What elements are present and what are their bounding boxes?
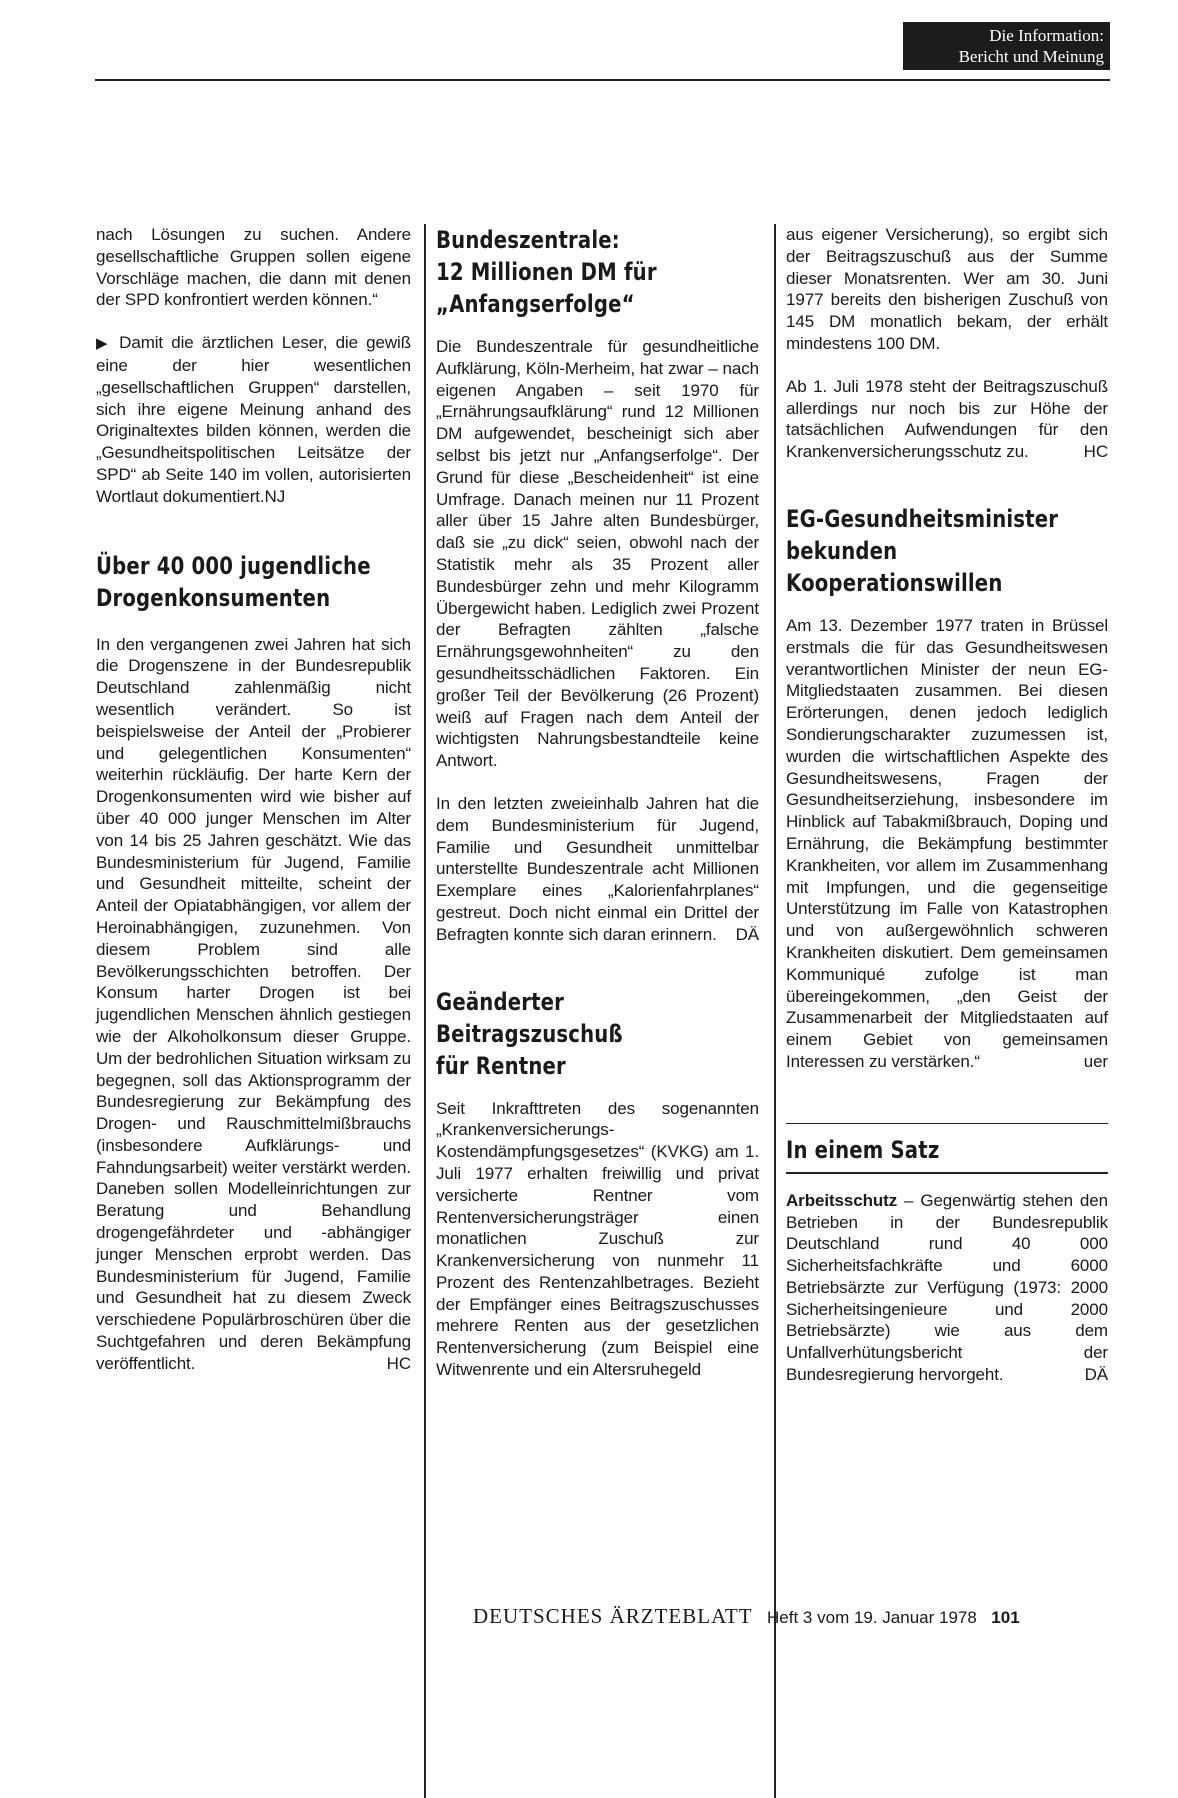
- article-bzga-signature: DÄ: [735, 924, 759, 944]
- issue-info: Heft 3 vom 19. Januar 1978: [767, 1608, 977, 1627]
- column-3: [786, 224, 1108, 1386]
- in-brief-body: [786, 1190, 1108, 1386]
- article-drugs-signature: HC: [386, 1353, 411, 1373]
- article-drugs-headline: [96, 550, 411, 614]
- column-divider-right: [774, 224, 776, 1798]
- article-drugs-headline-line1: Über 40 000 jugendliche: [96, 551, 371, 580]
- article-bzga-headline-line3: „Anfangserfolge“: [436, 290, 635, 318]
- column-divider-left: [424, 224, 426, 1798]
- in-brief-top-rule: [786, 1123, 1108, 1125]
- article-pension-body: Seit Inkrafttreten des sogenannten „Krankenversicherungs-Kostendämpfungsgesetzes“ (KVKG) am 1. Juli 1977 erhalten freiwillig und privat versicherte Rentner vom Rentenversicherungsträger einen monatlichen Zuschuß zur Krankenversicherung von nunmehr 11 Prozent des Rentenzahlbetrages. Bezieht der Empfänger eines Beitragszuschusses mehrere Renten aus der gesetzlichen Rentenversicherung (zum Beispiel eine Witwenrente und ein Altersruhegeld: [436, 1098, 759, 1380]
- article-drugs-headline-line2: Drogenkonsumenten: [96, 583, 331, 612]
- section-tag: [903, 22, 1110, 70]
- in-brief-headline: In einem Satz: [786, 1136, 940, 1165]
- intro-paragraph: nach Lösungen zu suchen. Andere gesellschaftliche Gruppen sollen eigene Vorschläge machen, die dann mit denen der SPD konfrontiert werden können.“: [96, 225, 411, 310]
- column-1: [96, 224, 411, 1375]
- editor-note-signature: NJ: [264, 486, 286, 506]
- article-eu-body: [786, 615, 1108, 1073]
- journal-name: DEUTSCHES ÄRZTEBLATT: [473, 1604, 753, 1628]
- section-tag-line2: Bericht und Meinung: [958, 47, 1104, 66]
- article-bzga-body-1: Die Bundeszentrale für gesundheitliche Aufklärung, Köln-Merheim, hat zwar – nach eigenen Angaben – seit 1970 für „Ernährungsaufklärung“ rund 12 Millionen DM aufgewendet, bescheinigt sich aber selbst bis jetzt nur „Anfangserfolge“. Der Grund für diese „Bescheidenheit“ ist eine Umfrage. Danach meinen nur 11 Prozent aller über 15 Jahre alten Bundesbürger, daß sie „zu dick“ seien, obwohl nach der Statistik mehr als 35 Prozent aller Bundesbürger zehn und mehr Kilogramm Übergewicht haben. Lediglich zwei Prozent der Befragten zählten „falsche Ernährungsgewohnheiten“ zu den gesundheitsschädlichen Faktoren. Ein großer Teil der Bevölkerung (26 Prozent) weiß auf Fragen nach dem Anteil der wichtigsten Nahrungsbestandteile keine Antwort.: [436, 337, 759, 771]
- article-eu-headline-line3: Kooperationswillen: [786, 568, 1003, 597]
- article-pension-headline: [436, 986, 759, 1082]
- column-2: [436, 224, 759, 1381]
- article-eu-headline-line2: bekunden: [786, 536, 898, 565]
- article-eu-headline-line1: EG-Gesundheitsminister: [786, 504, 1059, 533]
- page-footer: [473, 1604, 1113, 1629]
- article-bzga-headline: [436, 224, 759, 320]
- in-brief-box: [786, 1123, 1108, 1386]
- article-eu-signature: uer: [1083, 1051, 1108, 1071]
- article-bzga-headline-line2: 12 Millionen DM für: [436, 258, 657, 286]
- article-drugs-text: In den vergangenen zwei Jahren hat sich die Drogenszene in der Bundesrepublik Deutschland zahlenmäßig nicht wesentlich verändert. So ist beispielsweise der Anteil der „Probierer und gelegentlichen Konsumenten“ weiterhin rückläufig. Der harte Kern der Drogenkonsumenten wird wie bisher auf über 40 000 junger Menschen im Alter von 14 bis 25 Jahren geschätzt. Wie das Bundesministerium für Jugend, Familie und Gesundheit mitteilte, scheint der Anteil der Opiatabhängigen, vor allem der Heroinabhängigen, zuzunehmen. Von diesem Problem sind alle Bevölkerungsschichten betroffen. Der Konsum harter Drogen ist bei jugendlichen Menschen ähnlich gestiegen wie der Alkoholkonsum dieser Gruppe. Um der bedrohlichen Situation wirksam zu begegnen, soll das Aktionsprogramm der Bundesregierung zur Bekämpfung des Drogen- und Rauschmittelmißbrauchs (insbesondere Aufklärungs- und Fahndungsarbeit) weiter verstärkt werden. Daneben sollen Modelleinrichtungen zur Beratung und Behandlung drogengefährdeter und -abhängiger junger Menschen erprobt werden. Das Bundesministerium für Jugend, Familie und Gesundheit hat zu diesem Zweck verschiedene Populärbroschüren über die Suchtgefahren und deren Bekämpfung veröffentlicht.: [96, 634, 411, 1373]
- article-eu-headline: [786, 503, 1108, 599]
- section-tag-line1: Die Information:: [989, 26, 1104, 45]
- article-eu-text: Am 13. Dezember 1977 traten in Brüssel erstmals die für das Gesundheitswesen verantwortlichen Minister der neun EG-Mitgliedstaaten zusammen. Bei diesen Erörterungen, denen jedoch lediglich Sondierungscharakter zuzumessen ist, wurden die wirtschaftlichen Aspekte des Gesundheitswesens, Fragen der Gesundheitserziehung, insbesondere im Hinblick auf Tabakmißbrauch, Doping und Ernährung, die Bekämpfung bestimmter Krankheiten, vor allem im Zusammenhang mit Impfungen, und die gegenseitige Unterstützung im Falle von Katastrophen und von außergewöhnlich schweren Krankheiten diskutiert. Dem gemeinsamen Kommuniqué zufolge ist man übereingekommen, „den Geist der Zusammenarbeit der Mitgliedstaaten auf einem Gebiet von gemeinsamen Interessen zu verstärken.“: [786, 615, 1108, 1071]
- in-brief-lead: Arbeitsschutz: [786, 1190, 898, 1210]
- article-pension-continued-2: [786, 376, 1108, 463]
- editor-note: [96, 332, 411, 507]
- header-rule: [95, 79, 1110, 81]
- article-pension-headline-line3: für Rentner: [436, 1051, 566, 1080]
- article-pension-headline-line1: Geänderter: [436, 987, 565, 1016]
- triangle-arrow-icon: ▶: [96, 335, 111, 353]
- in-brief-bottom-rule: [786, 1172, 1108, 1174]
- article-pension-headline-line2: Beitragszuschuß: [436, 1019, 623, 1048]
- article-pension-continued-text-2: Ab 1. Juli 1978 steht der Beitragszuschuß allerdings nur noch bis zur Höhe der tatsächlichen Aufwendungen für den Krankenversicherungsschutz zu.: [786, 376, 1108, 462]
- page-number: 101: [991, 1608, 1020, 1627]
- article-bzga-body-2: [436, 793, 759, 946]
- editor-note-text: Damit die ärztlichen Leser, die gewiß eine der hier wesentlichen „gesellschaftlichen Gruppen“ darstellen, sich ihre eigene Meinung anhand des Originaltextes bilden können, werden die „Gesundheitspolitischen Leitsätze der SPD“ ab Seite 140 im vollen, autorisierten Wortlaut dokumentiert.: [96, 333, 411, 506]
- article-bzga-text-2: In den letzten zweieinhalb Jahren hat die dem Bundesministerium für Jugend, Familie und Gesundheit unmittelbar unterstellte Bundeszentrale acht Millionen Exemplare eines „Kalorienfahrplanes“ gestreut. Doch nicht einmal ein Drittel der Befragten konnte sich daran erinnern.: [436, 793, 759, 944]
- article-bzga-headline-line1: Bundeszentrale:: [436, 226, 620, 254]
- article-drugs-body: [96, 634, 411, 1375]
- article-pension-signature: HC: [1083, 442, 1108, 462]
- in-brief-text: – Gegenwärtig stehen den Betrieben in der Bundesrepublik Deutschland rund 40 000 Sicherheitsfachkräfte und 6000 Betriebsärzte zur Verfügung (1973: 2000 Sicherheitsingenieure und 2000 Betriebsärzte) wie aus dem Unfallverhütungsbericht der Bundesregierung hervorgeht.: [786, 1190, 1108, 1385]
- article-pension-continued-1: aus eigener Versicherung), so ergibt sich der Beitragszuschuß aus der Summe dieser Monatsrenten. Wer am 30. Juni 1977 bereits den bisherigen Zuschuß von 145 DM monatlich bekam, der erhält mindestens 100 DM.: [786, 225, 1108, 353]
- in-brief-signature: DÄ: [1084, 1365, 1108, 1385]
